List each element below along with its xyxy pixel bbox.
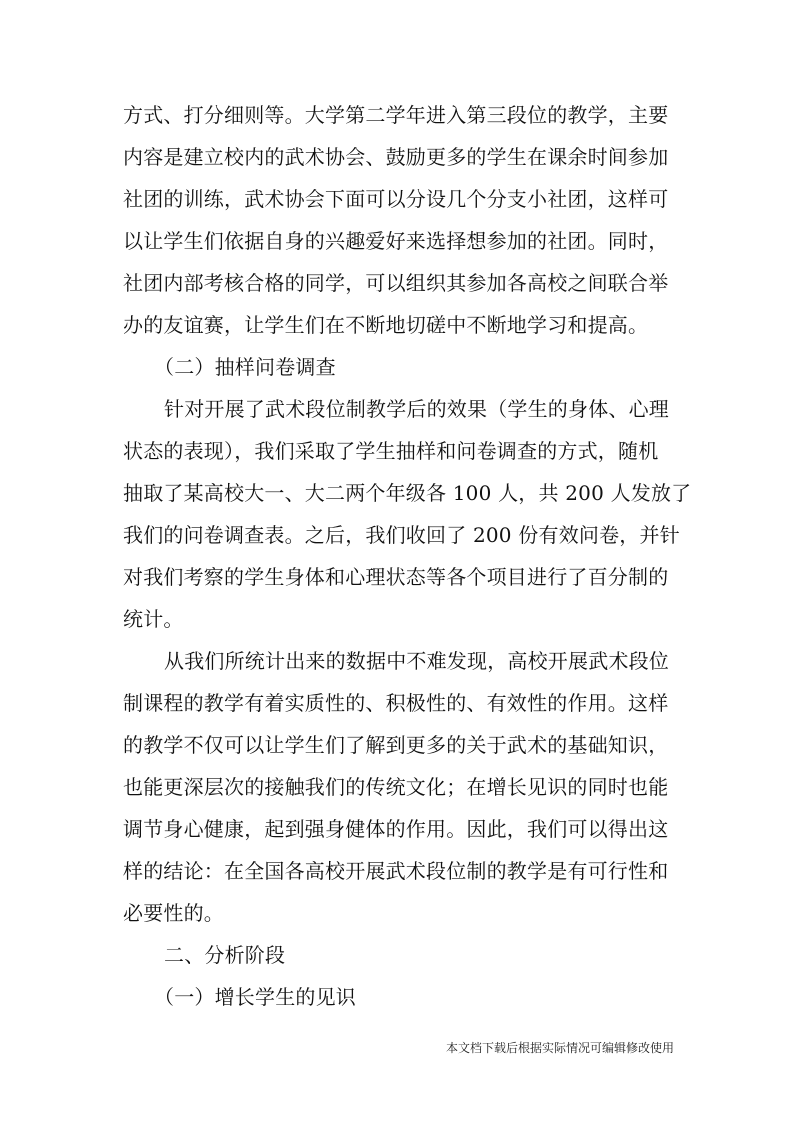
text-line: 对我们考察的学生身体和心理状态等各个项目进行了百分制的 xyxy=(123,565,669,589)
text-line: 制课程的教学有着实质性的、积极性的、有效性的作用。这样 xyxy=(123,691,669,715)
text-line: 我们的问卷调查表。之后，我们收回了 200 份有效问卷，并针 xyxy=(123,523,680,547)
text-line: 状态的表现），我们采取了学生抽样和问卷调查的方式，随机 xyxy=(123,439,659,463)
text-line: 样的结论：在全国各高校开展武术段位制的教学是有可行性和 xyxy=(123,859,669,883)
text-line: 社团的训练，武术协会下面可以分设几个分支小社团，这样可 xyxy=(123,187,669,211)
text-line: 必要性的。 xyxy=(123,901,224,925)
text-line: 以让学生们依据自身的兴趣爱好来选择想参加的社团。同时， xyxy=(123,229,669,253)
text-line: 方式、打分细则等。大学第二学年进入第三段位的教学，主要 xyxy=(123,103,669,127)
text-line: 也能更深层次的接触我们的传统文化；在增长见识的同时也能 xyxy=(123,775,669,799)
text-line: 内容是建立校内的武术协会、鼓励更多的学生在课余时间参加 xyxy=(123,145,669,169)
text-line: 社团内部考核合格的同学，可以组织其参加各高校之间联合举 xyxy=(123,271,669,295)
text-line: 统计。 xyxy=(123,607,184,631)
text-line: 从我们所统计出来的数据中不难发现，高校开展武术段位 xyxy=(164,649,669,673)
text-line: 调节身心健康，起到强身健体的作用。因此，我们可以得出这 xyxy=(123,817,669,841)
subsection-heading: （一）增长学生的见识 xyxy=(154,985,356,1009)
text-line: 针对开展了武术段位制教学后的效果（学生的身体、心理 xyxy=(164,397,669,421)
section-heading: （二）抽样问卷调查 xyxy=(154,355,336,379)
text-line: 办的友谊赛，让学生们在不断地切磋中不断地学习和提高。 xyxy=(123,313,649,337)
text-line: 的教学不仅可以让学生们了解到更多的关于武术的基础知识， xyxy=(123,733,669,757)
footer-note: 本文档下载后根据实际情况可编辑修改使用 xyxy=(446,1041,675,1055)
section-heading: 二、分析阶段 xyxy=(164,943,286,967)
text-line: 抽取了某高校大一、大二两个年级各 100 人，共 200 人发放了 xyxy=(123,481,692,505)
